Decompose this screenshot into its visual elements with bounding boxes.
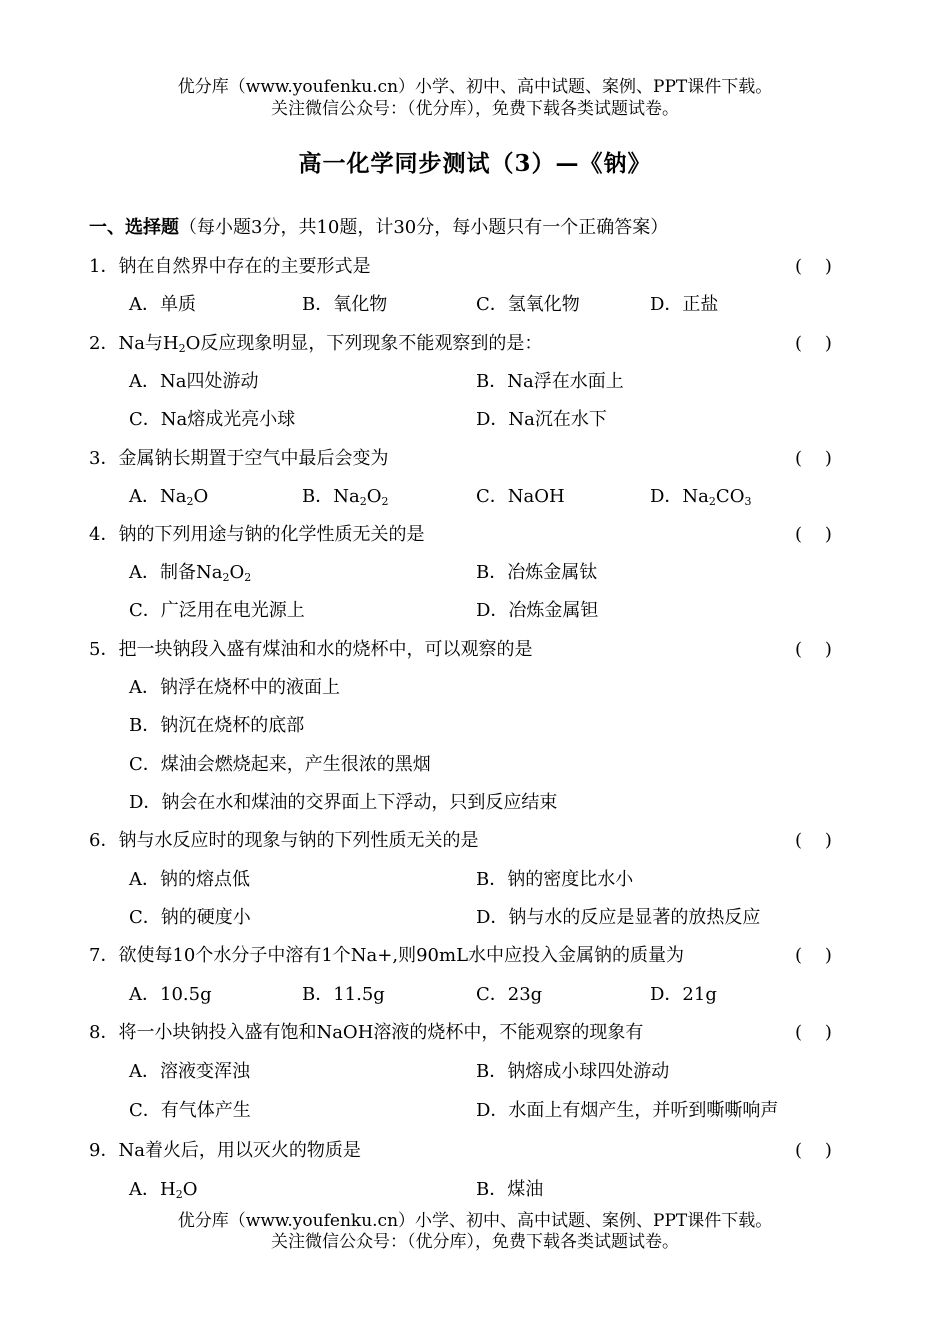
question-number: 5．: [89, 639, 119, 660]
question-1-text: [89, 248, 370, 286]
question-1: [0, 248, 950, 286]
answer-blank: ( ): [795, 448, 832, 469]
question-3: [0, 440, 950, 478]
question-number: 6．: [89, 830, 119, 851]
option-b: B．冶炼金属钛: [476, 562, 598, 583]
question-6-options-row-1: [0, 861, 950, 899]
option-b: B．煤油: [476, 1179, 544, 1200]
option-b: B．钠沉在烧杯的底部: [129, 715, 305, 736]
option-c: C．广泛用在电光源上: [129, 600, 305, 621]
question-2-text: [89, 325, 542, 363]
page-title: 高一化学同步测试（3）—《钠》: [298, 150, 652, 177]
option-d: D．钠会在水和煤油的交界面上下浮动，只到反应结束: [129, 792, 558, 813]
option-a-text: O: [182, 1179, 198, 1200]
option-a: A．10.5g: [129, 984, 212, 1005]
option-a-text: O: [193, 486, 209, 507]
footer-line-2: 关注微信公众号：（优分库），免费下载各类试题试卷。: [271, 1232, 679, 1252]
answer-blank: ( ): [795, 524, 832, 545]
subscript: 3: [744, 495, 752, 508]
question-8-options-row-1: [0, 1053, 950, 1091]
question-stem: 把一块钠段入盛有煤油和水的烧杯中，可以观察的是: [118, 639, 533, 660]
question-9-text: [89, 1132, 361, 1170]
subscript: 2: [244, 571, 252, 584]
option-d: [650, 478, 751, 516]
question-2-options-row-1: [0, 363, 950, 401]
option-c: C．Na熔成光亮小球: [129, 409, 296, 430]
question-4-options-row-2: [0, 592, 950, 630]
option-b: B．钠熔成小球四处游动: [476, 1061, 670, 1082]
option-a: A．钠的熔点低: [129, 869, 250, 890]
answer-blank: ( ): [795, 945, 832, 966]
answer-blank: ( ): [795, 830, 832, 851]
option-b: B．11.5g: [302, 984, 385, 1005]
question-number: 7．: [89, 945, 119, 966]
question-stem: 欲使每10个水分子中溶有1个Na+,则90mL水中应投入金属钠的质量为: [118, 945, 685, 966]
question-number: 3．: [89, 448, 119, 469]
question-8-text: [89, 1014, 643, 1052]
option-d: D．冶炼金属钽: [476, 600, 599, 621]
question-7-options: [0, 976, 950, 1014]
option-a: [129, 478, 208, 516]
question-2-options-row-2: [0, 401, 950, 439]
question-5-option-b-row: [0, 707, 950, 745]
question-8: [0, 1014, 950, 1052]
question-number: 1．: [89, 256, 119, 277]
answer-blank: ( ): [795, 256, 832, 277]
option-a: [129, 554, 251, 592]
option-b-text: B．Na: [302, 486, 360, 507]
question-4-options-row-1: [0, 554, 950, 592]
question-stem: Na与H: [118, 333, 179, 354]
option-c: C．煤油会燃烧起来，产生很浓的黑烟: [129, 754, 431, 775]
question-4-text: [89, 516, 424, 554]
question-5-option-d-row: [0, 784, 950, 822]
question-stem: 钠在自然界中存在的主要形式是: [118, 256, 371, 277]
option-d: D．Na沉在水下: [476, 409, 607, 430]
footer-line-1: 优分库（www.youfenku.cn）小学、初中、高中试题、案例、PPT课件下载。: [177, 1211, 773, 1231]
option-d: D．正盐: [650, 294, 719, 315]
option-a-text: O: [229, 562, 245, 583]
question-3-text: [89, 440, 388, 478]
option-d: D．水面上有烟产生，并听到嘶嘶响声: [476, 1100, 779, 1121]
answer-blank: ( ): [795, 639, 832, 660]
option-d: D．钠与水的反应是显著的放热反应: [476, 907, 761, 928]
option-d: D．21g: [650, 984, 717, 1005]
option-b: B．钠的密度比水小: [476, 869, 634, 890]
subscript: 2: [381, 495, 389, 508]
question-3-options: [0, 478, 950, 516]
header-line-1: 优分库（www.youfenku.cn）小学、初中、高中试题、案例、PPT课件下载。: [177, 77, 773, 97]
option-a: A．单质: [129, 294, 196, 315]
question-number: 8．: [89, 1022, 119, 1043]
subscript: 2: [186, 495, 194, 508]
option-a-text: A．Na: [129, 486, 187, 507]
question-stem: 将一小块钠投入盛有饱和NaOH溶液的烧杯中，不能观察的现象有: [118, 1022, 644, 1043]
option-b: [302, 478, 388, 516]
answer-blank: ( ): [795, 1140, 832, 1161]
subscript: 2: [359, 495, 367, 508]
option-a: A．钠浮在烧杯中的液面上: [129, 677, 340, 698]
section-label: 一、选择题: [89, 217, 179, 238]
question-number: 4．: [89, 524, 119, 545]
subscript: 2: [222, 571, 230, 584]
question-5-option-c-row: [0, 746, 950, 784]
option-c: C．氢氧化物: [476, 294, 580, 315]
option-b: B．Na浮在水面上: [476, 371, 624, 392]
question-8-options-row-2: [0, 1092, 950, 1130]
question-4: [0, 516, 950, 554]
question-6-options-row-2: [0, 899, 950, 937]
header-line-2: 关注微信公众号：（优分库），免费下载各类试题试卷。: [271, 99, 679, 119]
question-5-text: [89, 631, 532, 669]
question-5-option-a-row: [0, 669, 950, 707]
subscript: 2: [175, 1188, 183, 1201]
question-6-text: [89, 822, 478, 860]
question-6: [0, 822, 950, 860]
question-9: [0, 1132, 950, 1170]
section-note: （每小题3分，共10题，计30分，每小题只有一个正确答案）: [179, 217, 669, 238]
question-7-text: [89, 937, 684, 975]
option-d-text: D．Na: [650, 486, 709, 507]
question-number: 2．: [89, 333, 119, 354]
question-7: [0, 937, 950, 975]
question-5: [0, 631, 950, 669]
option-c: C．钠的硬度小: [129, 907, 251, 928]
option-a-text: A．H: [129, 1179, 176, 1200]
option-a: A．Na四处游动: [129, 371, 259, 392]
option-c: C．23g: [476, 984, 543, 1005]
question-stem: 钠与水反应时的现象与钠的下列性质无关的是: [118, 830, 479, 851]
option-c: C．有气体产生: [129, 1100, 251, 1121]
question-stem: O反应现象明显，下列现象不能观察到的是：: [185, 333, 543, 354]
answer-blank: ( ): [795, 1022, 832, 1043]
option-a-text: A．制备Na: [129, 562, 223, 583]
option-a: A．溶液变浑浊: [129, 1061, 250, 1082]
answer-blank: ( ): [795, 333, 832, 354]
question-2: [0, 325, 950, 363]
question-1-options: [0, 286, 950, 324]
question-number: 9．: [89, 1140, 119, 1161]
option-b-text: O: [366, 486, 382, 507]
option-a: [129, 1171, 197, 1209]
question-stem: 钠的下列用途与钠的化学性质无关的是: [118, 524, 425, 545]
option-c: C．NaOH: [476, 486, 565, 507]
subscript: 2: [178, 342, 186, 355]
option-b: B．氧化物: [302, 294, 388, 315]
question-stem: Na着火后，用以灭火的物质是: [118, 1140, 361, 1161]
subscript: 2: [708, 495, 716, 508]
question-stem: 金属钠长期置于空气中最后会变为: [118, 448, 389, 469]
option-d-text: CO: [715, 486, 745, 507]
section-heading: [89, 209, 668, 247]
question-9-options-row-1: [0, 1171, 950, 1209]
